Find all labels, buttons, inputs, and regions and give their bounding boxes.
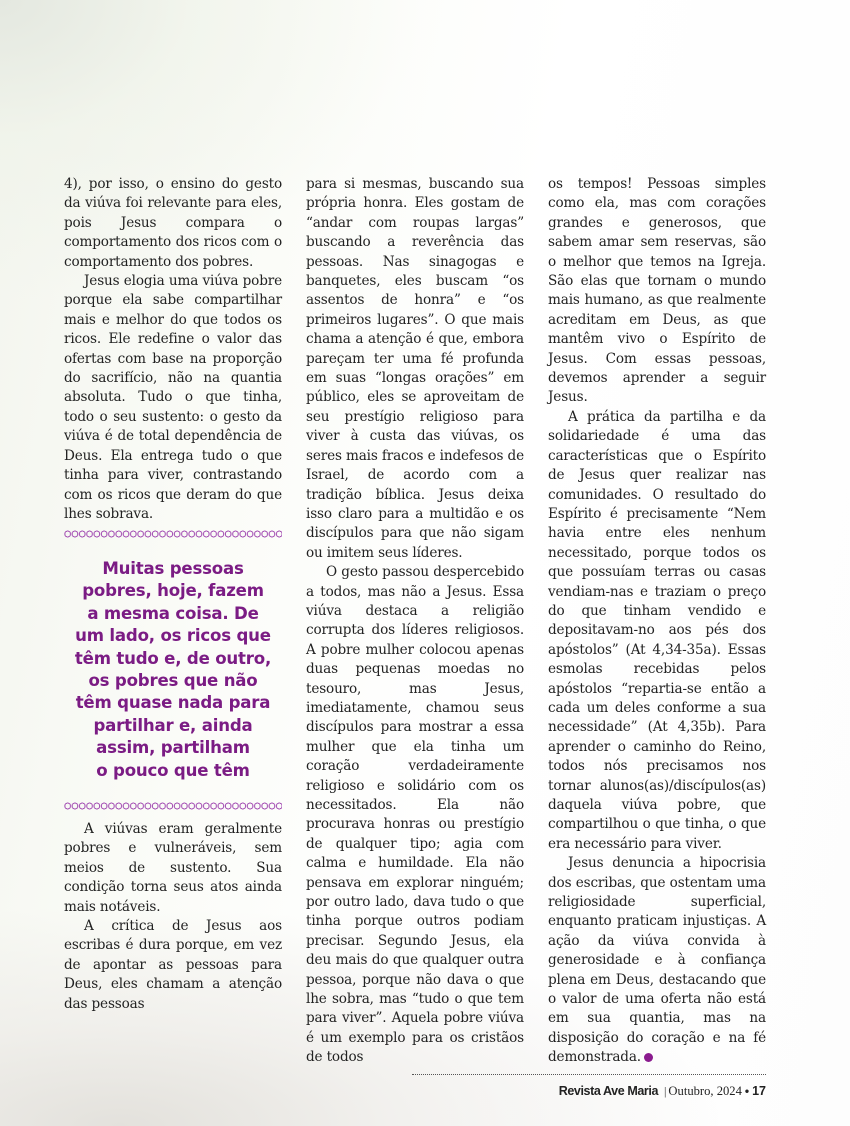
article-column-1 (64, 175, 282, 524)
pull-quote-line: assim, partilham (96, 738, 250, 758)
page-footer (559, 1084, 766, 1099)
paragraph (548, 854, 766, 1067)
paragraph: os tempos! Pessoas simples como ela, mas com corações grandes e generosos, que sabem amar sem reservas, são o melhor que temos na Igreja. São elas que tornam o mundo mais humano, as que realmente acreditam em Deus, as que mantêm vivo o Espírito de Jesus. Com essas pessoas, devemos aprender a seguir Jesus. (548, 176, 766, 406)
pull-quote-bottom-border (64, 801, 282, 811)
pull-quote-line: têm tudo e, de outro, (74, 648, 272, 668)
paragraph: A prática da partilha e da solidariedade é uma das características que o Espírito de Jesus quer realizar nas comunidades. O resultado do Espírito é precisamente “Nem havia entre eles nenhum necessitado, porque todos os que possuíam terras ou casas vendiam-nas e traziam o preço do que tinham vendido e depositavam-no aos pés dos apóstolos” (At 4,34-35a). Essas esmolas recebidas pelos apóstolos “repartia-se então a cada um deles conforme a sua necessidade” (At 4,35b). Para aprender o caminho do Reino, todos nós precisamos nos tornar alunos(as)/discípulos(as) daquela viúva pobre, que compartilhou o que tinha, o que era necessário para viver. (548, 408, 766, 852)
final-paragraph-text: Jesus denuncia a hipocrisia dos escribas, que ostentam uma religiosidade superficial, enquanto praticam injustiças. A ação da viúva convida à generosidade e à confiança plena em Deus, destacando que o valor de uma oferta não está em sua quantia, mas na disposição do coração e na fé demonstrada. (548, 855, 766, 1066)
paragraph: para si mesmas, buscando sua própria honra. Eles gostam de “andar com roupas largas” buscando a reverência das pessoas. Nas sinagogas e banquetes, eles buscam “os assentos de honra” e “os primeiros lugares”. O que mais chama a atenção é que, embora pareçam ter uma fé profunda em suas “longas orações” em público, eles se aproveitam de seu prestígio religioso para viver à custa das viúvas, os seres mais fracos e indefesos de Israel, de acordo com a tradição bíblica. Jesus deixa isso claro para a multidão e os discípulos para que não sigam ou imitem seus líderes. (306, 176, 524, 561)
pull-quote-line: pobres, hoje, fazem (82, 581, 264, 601)
article-column-3 (548, 175, 766, 1068)
footer-bullet: • (744, 1084, 750, 1098)
footer-separator: | (664, 1084, 667, 1098)
pull-quote-line: têm quase nada para (75, 693, 271, 713)
paragraph: Jesus elogia uma viúva pobre porque ela sabe compartilhar mais e melhor do que todos os ricos. Ele redefine o valor das ofertas com base na proporção do sacrifício, não na quantia absoluta. Tudo o que tinha, todo o seu sustento: o gesto da viúva é de total dependência de Deus. Ela entrega tudo o que tinha para viver, contrastando com os ricos que deram do que lhes sobrava. (64, 273, 282, 522)
paragraph: A viúvas eram geralmente pobres e vulneráveis, sem meios de sustento. Sua condição torna seus atos ainda mais notáveis. (64, 821, 282, 915)
pull-quote (64, 529, 282, 811)
pull-quote-line: os pobres que não (88, 671, 258, 691)
pull-quote-line: um lado, os ricos que (75, 626, 271, 646)
paragraph: O gesto passou despercebido a todos, mas não a Jesus. Essa viúva destaca a religião corrupta dos líderes religiosos. A pobre mulher colocou apenas duas pequenas moedas no tesouro, mas Jesus, imediatamente, chamou seus discípulos para mostrar a essa mulher que ela tinha um coração verdadeiramente religioso e solidário com os necessitados. Ela não procurava honras ou prestígio de qualquer tipo; agia com calma e humildade. Ela não pensava em explorar ninguém; por outro lado, dava tudo o que tinha porque outros podiam precisar. Segundo Jesus, ela deu mais do que qualquer outra pessoa, porque não dava o que lhe sobra, mas “tudo o que tem para viver”. Aquela pobre viúva é um exemplo para os cristãos de todos (306, 564, 524, 1066)
pull-quote-line: o pouco que têm (96, 760, 250, 780)
magazine-name: Revista Ave Maria (558, 1084, 659, 1098)
end-of-article-dot-icon (644, 1053, 653, 1062)
footer-dotted-rule (412, 1074, 766, 1075)
pull-quote-line: partilhar e, ainda (93, 715, 253, 735)
issue-date: Outubro, 2024 (668, 1084, 742, 1098)
article-column-2 (306, 175, 524, 1068)
page-number: 17 (752, 1084, 766, 1098)
article-column-1-continued (64, 820, 282, 1014)
paragraph: A crítica de Jesus aos escribas é dura porque, em vez de apontar as pessoas para Deus, eles chamam a atenção das pessoas (64, 918, 282, 1012)
pull-quote-line: Muitas pessoas (102, 559, 244, 578)
paragraph: 4), por isso, o ensino do gesto da viúva foi relevante para eles, pois Jesus compara o comportamento dos ricos com o comportamento dos pobres. (64, 176, 282, 270)
pull-quote-line: a mesma coisa. De (87, 603, 259, 623)
pull-quote-top-border (64, 529, 282, 539)
pull-quote-text (64, 539, 282, 801)
